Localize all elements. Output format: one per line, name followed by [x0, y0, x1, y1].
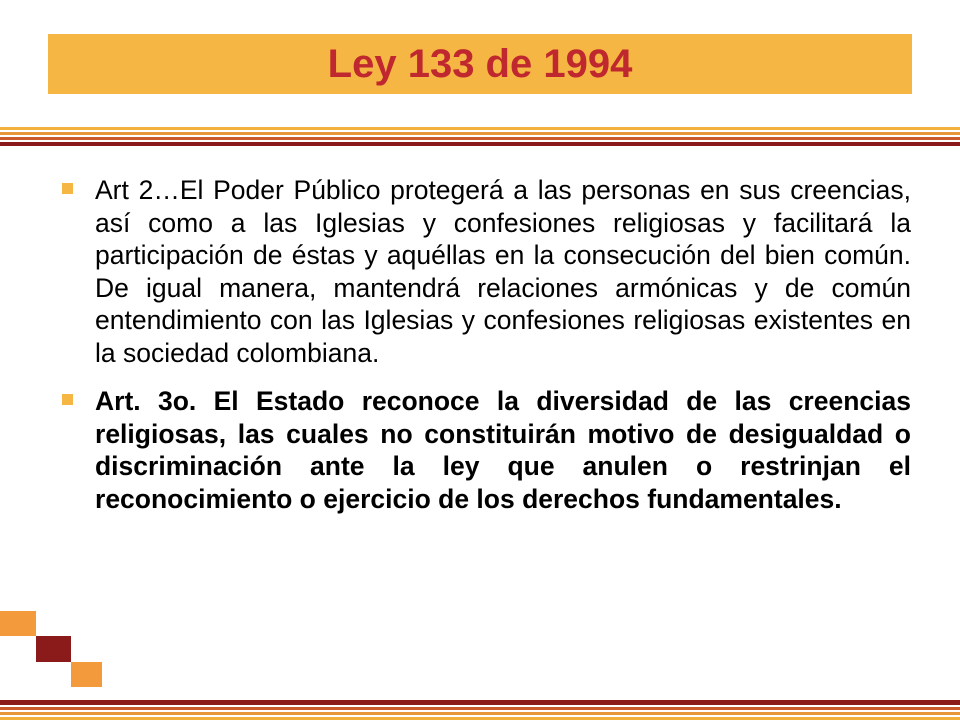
- bullet-text: Art. 3o. El Estado reconoce la diversidad de las creencias religiosas, las cuales no constituirán motivo de desigualdad o discriminación ante la ley que anulen o restrinjan el reconocimiento o ejercicio de los derechos fundamentales.: [95, 386, 911, 514]
- decorative-square-orange: [0, 611, 36, 636]
- title-bar: [48, 34, 912, 94]
- bullet-item-art-3: [62, 385, 911, 515]
- bullet-item-art-2: [62, 174, 911, 369]
- square-bullet-icon: [62, 394, 73, 405]
- bullet-list: [62, 174, 911, 515]
- square-bullet-icon: [62, 183, 73, 194]
- slide-title: Ley 133 de 1994: [327, 42, 633, 86]
- top-decorative-stripes: [0, 127, 960, 146]
- decorative-square-dark-red: [36, 636, 71, 662]
- decorative-square-orange: [71, 662, 102, 687]
- bullet-text: Art 2…El Poder Público protegerá a las personas en sus creencias, así como a las Iglesias y confesiones religiosas y facilitará la participación de éstas y aquéllas en la consecución del bien común. De igual manera, mantendrá relaciones armónicas y de común entendimiento con las Iglesias y confesiones religiosas existentes en la sociedad colombiana.: [95, 175, 911, 368]
- bottom-decorative-stripes: [0, 700, 960, 720]
